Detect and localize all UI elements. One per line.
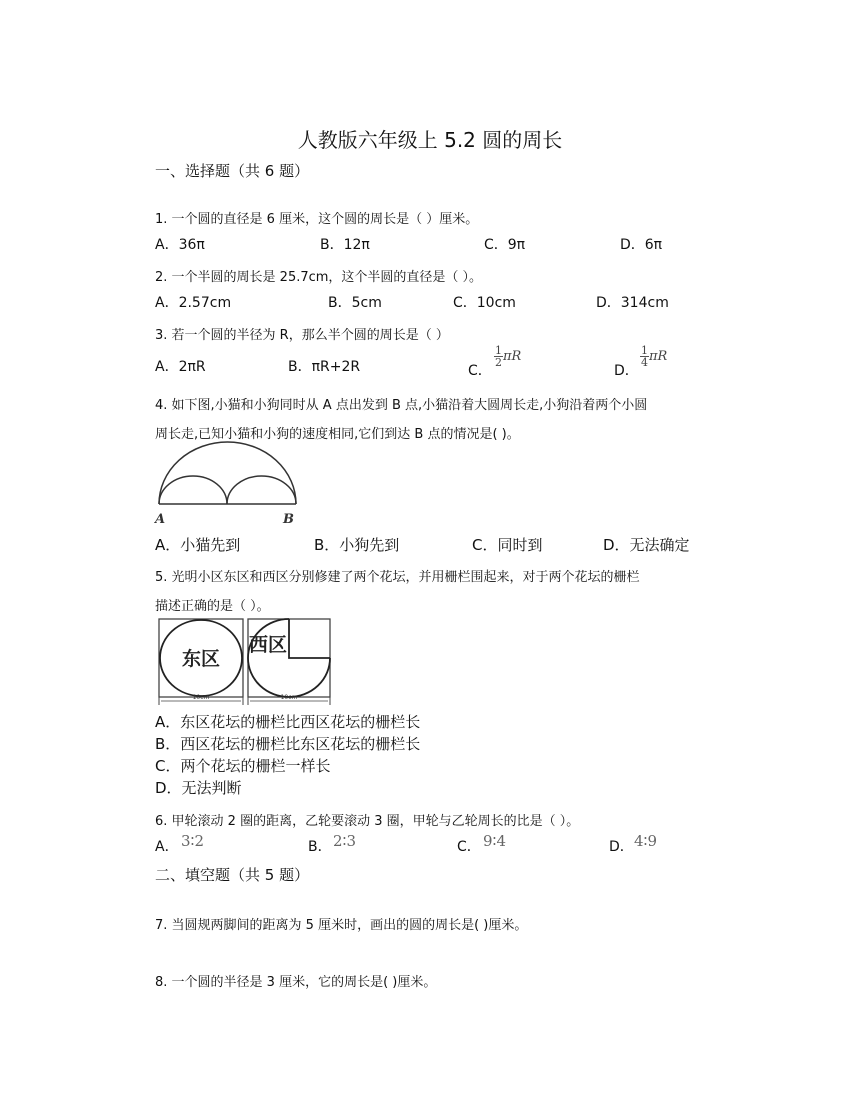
page-title: 人教版六年级上 5.2 圆的周长	[297, 128, 563, 152]
q2-option-d: D．314cm	[596, 295, 669, 311]
q6-option-a-ratio: 3∶2	[181, 832, 204, 850]
section-heading-choice: 一、选择题（共 6 题）	[155, 162, 310, 180]
q5-west-label: 西区	[248, 634, 288, 656]
q5-west-dimension: 10cm	[280, 694, 298, 701]
q1-option-c: C．9π	[484, 237, 526, 253]
q4-option-a: A．小猫先到	[155, 536, 241, 554]
q6-option-b: B．	[308, 839, 332, 855]
question-7: 7. 当圆规两脚间的距离为 5 厘米时，画出的圆的周长是( )厘米。	[155, 918, 528, 933]
q4-option-b: B．小狗先到	[314, 536, 400, 554]
q5-flowerbed-figure	[152, 614, 342, 706]
question-2: 2. 一个半圆的周长是 25.7cm，这个半圆的直径是（ ）。	[155, 270, 483, 285]
q2-option-c: C．10cm	[453, 295, 516, 311]
q4-semicircle-figure	[150, 436, 310, 528]
question-6: 6. 甲轮滚动 2 圈的距离，乙轮要滚动 3 圈，甲轮与乙轮周长的比是（ ）。	[155, 814, 580, 829]
q1-option-a: A．36π	[155, 237, 205, 253]
q5-option-c: C．两个花坛的栅栏一样长	[155, 757, 331, 775]
q5-east-dimension: 10cm	[192, 694, 210, 701]
question-4-line1: 4. 如下图,小猫和小狗同时从 A 点出发到 B 点,小猫沿着大圆周长走,小狗沿着两个小圆	[155, 398, 648, 413]
q5-option-b: B．西区花坛的栅栏比东区花坛的栅栏长	[155, 735, 421, 753]
q4-point-a-label: A	[155, 512, 166, 527]
question-4-line2: 周长走,已知小猫和小狗的速度相同,它们到达 B 点的情况是( )。	[155, 427, 520, 442]
q3-option-d: D．	[614, 363, 639, 379]
q4-point-b-label: B	[283, 512, 294, 527]
q1-option-d: D．6π	[620, 237, 663, 253]
q6-option-c: C．	[457, 839, 481, 855]
q3-option-d-formula: $\frac{1}{4}$ πR	[641, 344, 668, 369]
q2-option-a: A．2.57cm	[155, 295, 232, 311]
q4-option-c: C．同时到	[472, 536, 543, 554]
q6-option-a: A．	[155, 839, 179, 855]
q3-option-b: B．πR+2R	[288, 359, 361, 375]
q6-option-d-ratio: 4∶9	[634, 832, 657, 850]
q2-option-b: B．5cm	[328, 295, 382, 311]
section-heading-fill: 二、填空题（共 5 题）	[155, 866, 310, 884]
q6-option-c-ratio: 9∶4	[483, 832, 506, 850]
q3-option-a: A．2πR	[155, 359, 206, 375]
q1-option-b: B．12π	[320, 237, 370, 253]
q4-option-d: D．无法确定	[603, 536, 690, 554]
question-1: 1. 一个圆的直径是 6 厘米，这个圆的周长是（ ）厘米。	[155, 212, 479, 227]
q5-option-d: D．无法判断	[155, 779, 242, 797]
question-8: 8. 一个圆的半径是 3 厘米，它的周长是( )厘米。	[155, 975, 437, 990]
q6-option-d: D．	[609, 839, 634, 855]
question-5-line2: 描述正确的是（ ）。	[155, 599, 270, 614]
question-5-line1: 5. 光明小区东区和西区分别修建了两个花坛，并用栅栏围起来，对于两个花坛的栅栏	[155, 570, 640, 585]
q6-option-b-ratio: 2∶3	[333, 832, 356, 850]
q5-east-label: 东区	[181, 648, 221, 670]
q5-option-a: A．东区花坛的栅栏比西区花坛的栅栏长	[155, 713, 421, 731]
question-3: 3. 若一个圆的半径为 R，那么半个圆的周长是（ ）	[155, 328, 449, 343]
q3-option-c: C．	[468, 363, 492, 379]
q3-option-c-formula: $\frac{1}{2}$ πR	[495, 344, 522, 369]
